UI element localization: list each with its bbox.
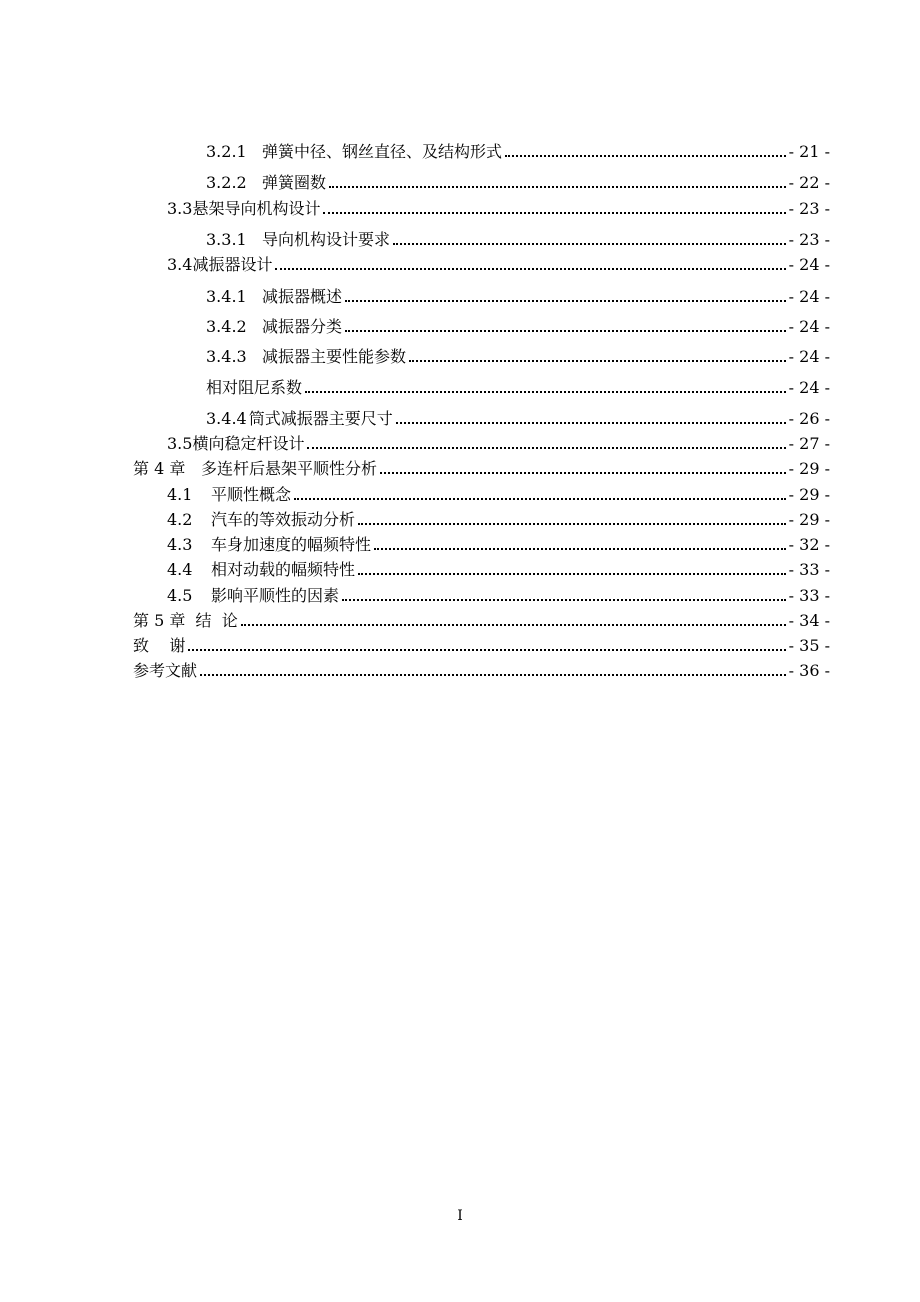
- dot-leader: [345, 300, 786, 302]
- toc-entry-title: 相对阻尼系数: [206, 378, 303, 397]
- toc-entry-title: 致 谢: [133, 636, 186, 655]
- page-number: I: [457, 1208, 463, 1224]
- dot-leader: [188, 649, 785, 651]
- toc-entry-number: 3.4.2: [206, 317, 247, 336]
- dot-leader: [380, 472, 786, 474]
- dot-leader: [393, 243, 786, 245]
- dot-leader: [409, 360, 786, 362]
- toc-entry-3-3-1[interactable]: [206, 226, 830, 250]
- toc-entry-acknowledgements[interactable]: [133, 632, 830, 656]
- toc-entry-number: 3.2.1: [206, 142, 247, 161]
- toc-entry-page: - 36 -: [788, 661, 830, 680]
- toc-entry-4-4[interactable]: [167, 556, 830, 580]
- dot-leader: [345, 330, 786, 332]
- toc-entry-3-4-4[interactable]: [206, 405, 830, 429]
- dot-leader: [505, 155, 786, 157]
- toc-entry-3-4-3[interactable]: [206, 343, 830, 367]
- toc-entry-page: - 29 -: [788, 510, 830, 529]
- toc-entry-title: 减振器分类: [262, 317, 343, 336]
- toc-entry-title: 减振器概述: [262, 287, 343, 306]
- dot-leader: [358, 573, 786, 575]
- toc-entry-title: 第 5 章 结 论: [133, 611, 238, 630]
- toc-entry-page: - 35 -: [788, 636, 830, 655]
- toc-entry-number: 3.4: [167, 255, 193, 274]
- toc-entry-3-4-1[interactable]: [206, 283, 830, 307]
- toc-entry-title: 车身加速度的幅频特性: [211, 535, 372, 554]
- toc-entry-page: - 32 -: [788, 535, 830, 554]
- toc-entry-number: 3.4.4: [206, 409, 247, 428]
- toc-entry-chapter-4[interactable]: [133, 455, 830, 479]
- toc-entry-page: - 24 -: [788, 287, 830, 306]
- toc-entry-3-3[interactable]: [167, 195, 830, 219]
- toc-entry-number: 4.5: [167, 586, 193, 605]
- dot-leader: [294, 498, 786, 500]
- toc-entry-number: 3.3: [167, 199, 193, 218]
- toc-entry-title: 悬架导向机构设计: [192, 199, 321, 218]
- dot-leader: [358, 523, 786, 525]
- dot-leader: [200, 674, 786, 676]
- toc-entry-3-5[interactable]: [167, 430, 830, 454]
- dot-leader: [305, 391, 786, 393]
- toc-entry-title: 筒式减振器主要尺寸: [248, 409, 393, 428]
- dot-leader: [396, 422, 786, 424]
- toc-entry-page: - 29 -: [788, 459, 830, 478]
- dot-leader: [323, 212, 785, 214]
- toc-entry-title: 汽车的等效振动分析: [211, 510, 356, 529]
- toc-entry-relative-damping[interactable]: [206, 374, 830, 398]
- toc-entry-page: - 22 -: [788, 173, 830, 192]
- toc-entry-3-2-2[interactable]: [206, 169, 830, 193]
- toc-entry-page: - 23 -: [788, 199, 830, 218]
- toc-entry-title: 减振器主要性能参数: [262, 347, 407, 366]
- toc-entry-3-4-2[interactable]: [206, 313, 830, 337]
- toc-entry-3-2-1[interactable]: [206, 138, 830, 162]
- dot-leader: [342, 599, 786, 601]
- toc-entry-3-4[interactable]: [167, 251, 830, 275]
- dot-leader: [307, 447, 785, 449]
- toc-entry-title: 导向机构设计要求: [262, 230, 391, 249]
- toc-entry-number: 3.3.1: [206, 230, 247, 249]
- toc-entry-number: 3.4.3: [206, 347, 247, 366]
- toc-entry-chapter-5[interactable]: [133, 607, 830, 631]
- toc-entry-number: 第 4 章: [133, 459, 186, 478]
- dot-leader: [329, 186, 786, 188]
- toc-entry-title: 参考文献: [133, 661, 198, 680]
- toc-entry-4-2[interactable]: [167, 506, 830, 530]
- toc-entry-page: - 24 -: [788, 347, 830, 366]
- toc-entry-4-3[interactable]: [167, 531, 830, 555]
- toc-entry-4-1[interactable]: [167, 481, 830, 505]
- toc-entry-page: - 33 -: [788, 560, 830, 579]
- toc-entry-title: 平顺性概念: [211, 485, 292, 504]
- dot-leader: [374, 548, 786, 550]
- toc-entry-page: - 34 -: [788, 611, 830, 630]
- toc-entry-page: - 24 -: [788, 378, 830, 397]
- toc-entry-references[interactable]: [133, 657, 830, 681]
- toc-entry-title: 多连杆后悬架平顺性分析: [201, 459, 378, 478]
- toc-entry-page: - 24 -: [788, 317, 830, 336]
- toc-entry-page: - 33 -: [788, 586, 830, 605]
- toc-entry-number: 4.4: [167, 560, 193, 579]
- toc-entry-number: 3.5: [167, 434, 193, 453]
- toc-entry-4-5[interactable]: [167, 582, 830, 606]
- toc-entry-number: 4.3: [167, 535, 193, 554]
- toc-entry-number: 3.4.1: [206, 287, 247, 306]
- toc-entry-page: - 21 -: [788, 142, 830, 161]
- toc-entry-title: 弹簧圈数: [262, 173, 327, 192]
- toc-entry-title: 弹簧中径、钢丝直径、及结构形式: [262, 142, 503, 161]
- toc-entry-page: - 27 -: [788, 434, 830, 453]
- toc-entry-page: - 29 -: [788, 485, 830, 504]
- toc-entry-title: 横向稳定杆设计: [192, 434, 305, 453]
- dot-leader: [241, 624, 786, 626]
- toc-entry-number: 4.1: [167, 485, 193, 504]
- toc-entry-number: 4.2: [167, 510, 193, 529]
- toc-entry-number: 3.2.2: [206, 173, 247, 192]
- toc-entry-page: - 24 -: [788, 255, 830, 274]
- toc-entry-page: - 23 -: [788, 230, 830, 249]
- toc-entry-page: - 26 -: [788, 409, 830, 428]
- dot-leader: [275, 268, 785, 270]
- toc-entry-title: 减振器设计: [192, 255, 273, 274]
- toc-entry-title: 影响平顺性的因素: [211, 586, 340, 605]
- toc-entry-title: 相对动载的幅频特性: [211, 560, 356, 579]
